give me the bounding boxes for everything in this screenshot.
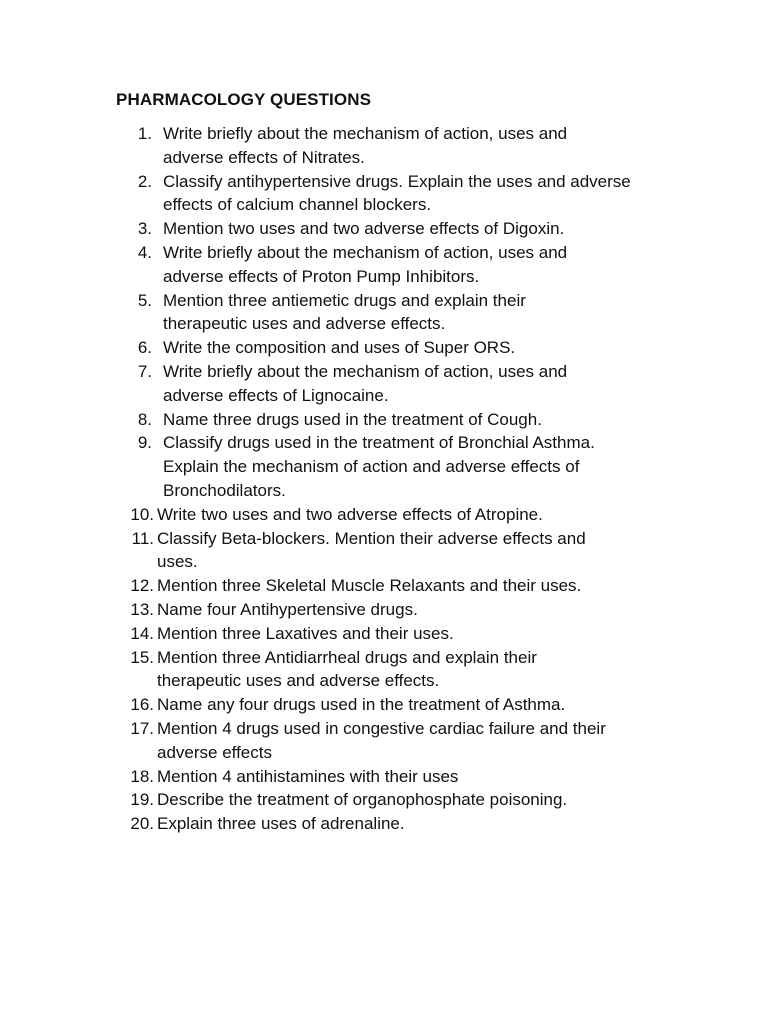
list-item	[116, 598, 716, 622]
question-text: Name four Antihypertensive drugs.	[157, 599, 418, 619]
list-item	[116, 360, 716, 408]
list-item	[116, 170, 716, 218]
question-text: Classify antihypertensive drugs. Explain the uses and adverse effects of calcium channel blockers.	[163, 171, 631, 215]
question-number: 1.	[137, 124, 152, 143]
question-text: Mention three Laxatives and their uses.	[157, 623, 454, 643]
question-text: Describe the treatment of organophosphate poisoning.	[157, 790, 568, 810]
question-text: Name any four drugs used in the treatment of Asthma.	[157, 695, 566, 715]
question-number: 9.	[137, 433, 152, 453]
question-number: 12.	[130, 576, 154, 596]
question-number: 6.	[137, 338, 152, 358]
page-title: PHARMACOLOGY QUESTIONS	[116, 90, 372, 109]
question-list	[116, 122, 716, 836]
question-number: 8.	[137, 409, 152, 429]
list-item	[116, 788, 716, 812]
list-item	[116, 622, 716, 646]
list-item	[116, 217, 716, 241]
question-text: Explain three uses of adrenaline.	[157, 814, 405, 834]
list-item	[116, 408, 716, 432]
list-item	[116, 765, 716, 789]
question-number: 3.	[137, 219, 152, 239]
list-item	[116, 717, 716, 765]
list-item	[116, 289, 716, 337]
question-number: 7.	[137, 361, 152, 381]
question-text: Mention three antiemetic drugs and explain their therapeutic uses and adverse effects.	[163, 290, 526, 334]
question-text: Mention two uses and two adverse effects of Digoxin.	[163, 219, 565, 239]
question-number: 2.	[137, 171, 152, 191]
question-number: 15.	[130, 647, 154, 667]
question-number: 10.	[130, 504, 154, 524]
question-text: Write briefly about the mechanism of action, uses and adverse effects of Proton Pump Inhibitors.	[163, 242, 568, 286]
question-text: Mention three Skeletal Muscle Relaxants and their uses.	[157, 576, 582, 596]
question-number: 20.	[130, 814, 154, 834]
question-number: 17.	[130, 718, 154, 738]
list-item	[116, 527, 716, 575]
list-item	[116, 812, 716, 836]
question-text: Mention three Antidiarrheal drugs and explain their therapeutic uses and adverse effects.	[157, 647, 537, 691]
question-number: 11.	[131, 528, 154, 548]
list-item	[116, 693, 716, 717]
question-number: 13.	[130, 599, 154, 619]
list-item	[116, 336, 716, 360]
question-number: 4.	[137, 242, 152, 262]
question-number: 14.	[130, 623, 154, 643]
question-number: 16.	[130, 695, 154, 715]
question-text: Mention 4 antihistamines with their uses	[157, 766, 459, 786]
question-number: 5.	[137, 290, 152, 310]
question-text: Write the composition and uses of Super ORS.	[163, 338, 516, 358]
list-item	[116, 431, 716, 502]
question-number: 19.	[130, 790, 154, 810]
list-item	[116, 241, 716, 289]
question-text: Classify drugs used in the treatment of Bronchial Asthma. Explain the mechanism of action and adverse effects of Bronchodilators.	[163, 433, 595, 500]
list-item	[116, 646, 716, 694]
list-item	[116, 122, 716, 170]
question-text: Write two uses and two adverse effects of Atropine.	[157, 504, 543, 524]
list-item	[116, 574, 716, 598]
question-text: Mention 4 drugs used in congestive cardiac failure and their adverse effects	[157, 718, 606, 762]
question-text: Classify Beta-blockers. Mention their adverse effects and uses.	[157, 528, 586, 572]
question-text: Name three drugs used in the treatment of Cough.	[163, 409, 542, 429]
list-item	[116, 503, 716, 527]
question-text: Write briefly about the mechanism of action, uses and adverse effects of Lignocaine.	[163, 361, 568, 405]
question-number: 18.	[130, 766, 154, 786]
question-text: Write briefly about the mechanism of action, uses and adverse effects of Nitrates.	[163, 124, 568, 167]
